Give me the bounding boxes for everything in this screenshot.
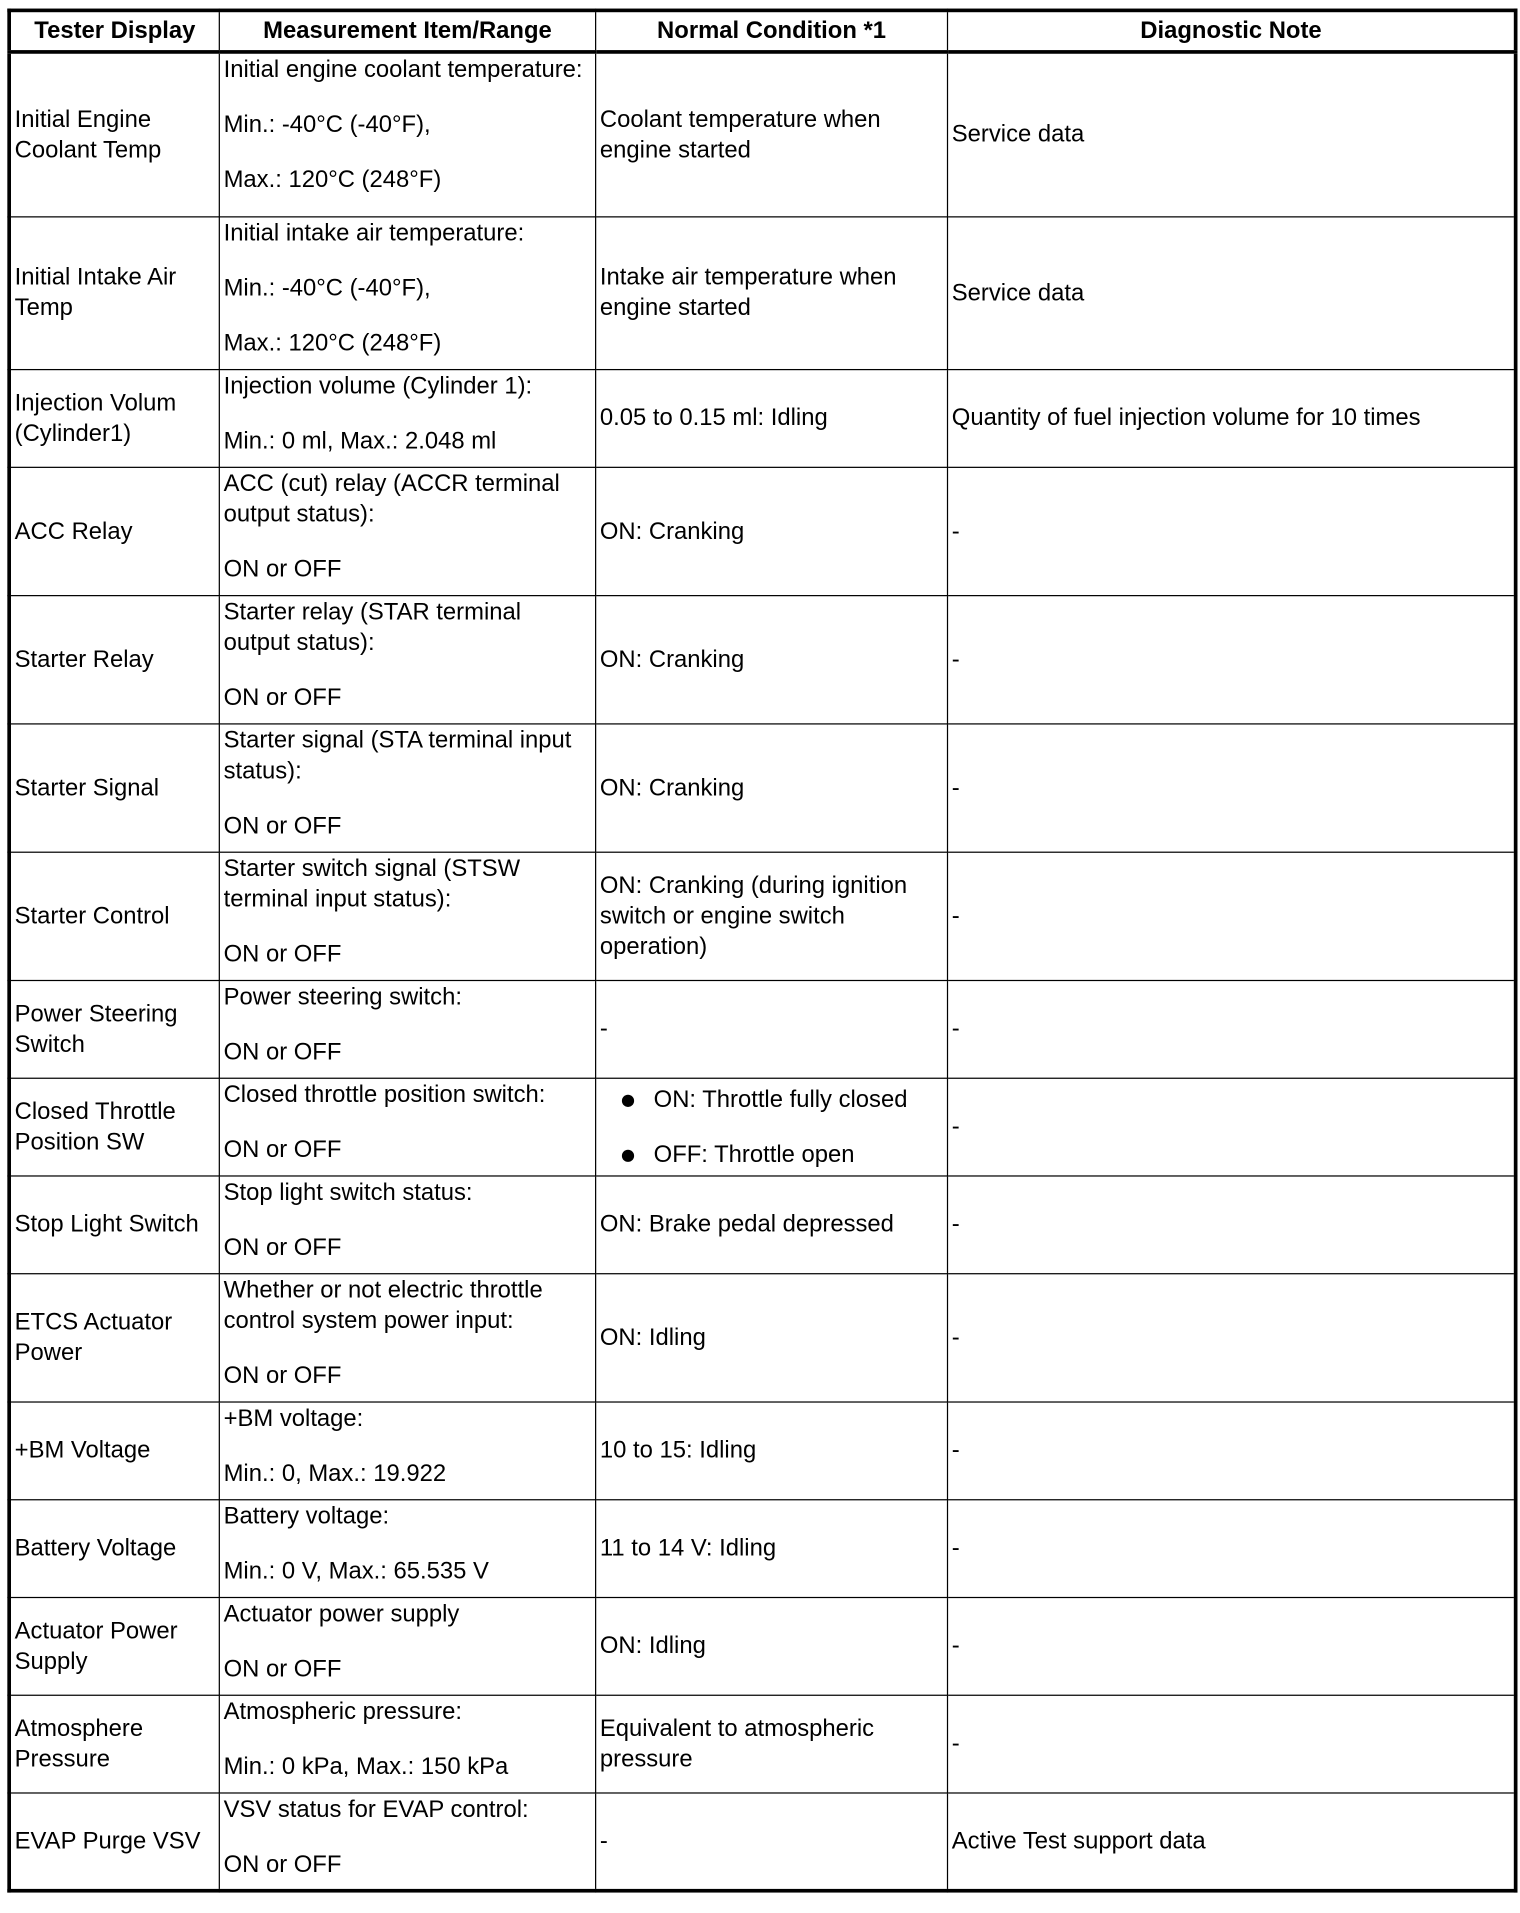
normal-condition-text: ON: Cranking xyxy=(599,774,745,801)
diagnostic-note-cell: Service data xyxy=(948,217,1516,370)
normal-condition-text: Equivalent to atmospheric pressure xyxy=(599,1714,875,1773)
diagnostic-note-cell: - xyxy=(948,980,1516,1078)
measurement-line: ON or OFF xyxy=(223,940,342,968)
normal-condition-cell xyxy=(596,1695,948,1793)
tester-display-cell: Actuator Power Supply xyxy=(9,1598,219,1696)
measurement-cell xyxy=(219,1176,595,1274)
table-row xyxy=(9,596,1515,724)
normal-condition-cell xyxy=(596,980,948,1078)
measurement-cell xyxy=(219,1793,595,1891)
measurement-line: ON or OFF xyxy=(223,1655,342,1683)
header-diagnostic-note: Diagnostic Note xyxy=(948,10,1516,52)
measurement-cell xyxy=(219,852,595,980)
measurement-line: Whether or not electric throttle control system power input: xyxy=(223,1276,543,1335)
table-row xyxy=(9,1274,1515,1402)
tester-display-cell: ETCS Actuator Power xyxy=(9,1274,219,1402)
measurement-line: ON or OFF xyxy=(223,1851,342,1878)
diagnostic-note-cell: - xyxy=(948,724,1516,852)
table-row xyxy=(9,1078,1515,1176)
header-row xyxy=(9,10,1515,52)
normal-condition-cell xyxy=(596,1402,948,1500)
measurement-line: ON or OFF xyxy=(223,1136,342,1164)
table-row xyxy=(9,1793,1515,1891)
measurement-line: ACC (cut) relay (ACCR terminal output status): xyxy=(223,470,560,528)
measurement-line: Max.: 120°C (248°F) xyxy=(223,329,442,357)
tester-display-cell: Initial Intake Air Temp xyxy=(9,217,219,370)
normal-condition-cell xyxy=(596,467,948,595)
tester-data-table xyxy=(7,9,1517,1893)
tester-display-cell: +BM Voltage xyxy=(9,1402,219,1500)
measurement-line: Actuator power supply xyxy=(223,1600,460,1628)
normal-condition-text: 11 to 14 V: Idling xyxy=(599,1534,777,1562)
measurement-cell xyxy=(219,52,595,217)
normal-condition-text: Coolant temperature when engine started xyxy=(599,105,881,164)
measurement-line: Min.: 0 V, Max.: 65.535 V xyxy=(223,1557,489,1585)
tester-display-cell: Initial Engine Coolant Temp xyxy=(9,52,219,217)
measurement-line: Min.: -40°C (-40°F), xyxy=(223,274,431,302)
tester-display-cell: EVAP Purge VSV xyxy=(9,1793,219,1891)
table-row xyxy=(9,467,1515,595)
normal-condition-cell xyxy=(596,52,948,217)
measurement-cell xyxy=(219,596,595,724)
normal-condition-text: ON: Idling xyxy=(599,1632,706,1660)
normal-condition-text: ON: Brake pedal depressed xyxy=(599,1210,894,1238)
tester-display-cell: Battery Voltage xyxy=(9,1500,219,1598)
measurement-cell xyxy=(219,1402,595,1500)
measurement-line: Power steering switch: xyxy=(223,983,462,1011)
normal-condition-cell xyxy=(596,852,948,980)
tester-display-cell: Closed Throttle Position SW xyxy=(9,1078,219,1176)
measurement-line: Closed throttle position switch: xyxy=(223,1081,546,1109)
table-row xyxy=(9,1402,1515,1500)
table-row xyxy=(9,852,1515,980)
table-body xyxy=(9,52,1515,1891)
diagnostic-note-cell: Quantity of fuel injection volume for 10 times xyxy=(948,370,1516,468)
measurement-line: Atmospheric pressure: xyxy=(223,1698,462,1726)
tester-display-cell: Atmosphere Pressure xyxy=(9,1695,219,1793)
measurement-line: VSV status for EVAP control: xyxy=(223,1796,529,1823)
table-row xyxy=(9,52,1515,217)
tester-display-cell: Power Steering Switch xyxy=(9,980,219,1078)
normal-condition-text: ON: Idling xyxy=(599,1323,706,1351)
tester-display-cell: Starter Control xyxy=(9,852,219,980)
diagnostic-note-cell: Service data xyxy=(948,52,1516,217)
measurement-cell xyxy=(219,467,595,595)
normal-condition-bullet: ON: Throttle fully closed xyxy=(617,1084,943,1115)
table-row xyxy=(9,370,1515,468)
diagnostic-note-cell: - xyxy=(948,1695,1516,1793)
table-row xyxy=(9,1598,1515,1696)
measurement-line: +BM voltage: xyxy=(223,1405,364,1432)
measurement-cell xyxy=(219,724,595,852)
measurement-line: ON or OFF xyxy=(223,1234,342,1261)
measurement-line: Max.: 120°C (248°F) xyxy=(223,166,442,194)
header-tester-display: Tester Display xyxy=(9,10,219,52)
measurement-line: Injection volume (Cylinder 1): xyxy=(223,372,533,400)
measurement-cell xyxy=(219,1598,595,1696)
measurement-cell xyxy=(219,370,595,468)
diagnostic-note-cell: - xyxy=(948,1500,1516,1598)
measurement-cell xyxy=(219,1695,595,1793)
table-row xyxy=(9,980,1515,1078)
measurement-line: Starter switch signal (STSW terminal input status): xyxy=(223,855,521,913)
measurement-line: Starter signal (STA terminal input status): xyxy=(223,726,572,785)
measurement-cell xyxy=(219,1078,595,1176)
tester-display-cell: Stop Light Switch xyxy=(9,1176,219,1274)
measurement-line: Min.: 0 ml, Max.: 2.048 ml xyxy=(223,427,497,455)
normal-condition-cell xyxy=(596,1793,948,1891)
diagnostic-note-cell: - xyxy=(948,1402,1516,1500)
normal-condition-text: Intake air temperature when engine started xyxy=(599,263,897,322)
diagnostic-note-cell: - xyxy=(948,1274,1516,1402)
measurement-line: Initial engine coolant temperature: xyxy=(223,56,583,84)
normal-condition-cell xyxy=(596,1274,948,1402)
tester-display-cell: Starter Relay xyxy=(9,596,219,724)
normal-condition-text: ON: Cranking (during ignition switch or engine switch operation) xyxy=(599,871,908,960)
normal-condition-text: ON: Cranking xyxy=(599,517,745,545)
diagnostic-note-cell: - xyxy=(948,1078,1516,1176)
measurement-line: ON or OFF xyxy=(223,1038,342,1066)
diagnostic-note-cell: - xyxy=(948,1598,1516,1696)
measurement-line: ON or OFF xyxy=(223,812,342,840)
diagnostic-note-cell: - xyxy=(948,1176,1516,1274)
normal-condition-cell xyxy=(596,1078,948,1176)
normal-condition-bullet: OFF: Throttle open xyxy=(617,1139,943,1170)
normal-condition-text: ON: Cranking xyxy=(599,645,745,673)
header-measurement-item-range: Measurement Item/Range xyxy=(219,10,595,52)
measurement-cell xyxy=(219,1500,595,1598)
tester-display-cell: Starter Signal xyxy=(9,724,219,852)
diagnostic-note-cell: - xyxy=(948,596,1516,724)
table-row xyxy=(9,1176,1515,1274)
normal-condition-cell xyxy=(596,724,948,852)
measurement-line: Min.: 0 kPa, Max.: 150 kPa xyxy=(223,1753,509,1781)
table-row xyxy=(9,1500,1515,1598)
measurement-cell xyxy=(219,980,595,1078)
measurement-line: ON or OFF xyxy=(223,684,342,712)
diagnostic-note-cell: - xyxy=(948,467,1516,595)
normal-condition-text: 10 to 15: Idling xyxy=(599,1436,757,1464)
measurement-cell xyxy=(219,1274,595,1402)
table-row xyxy=(9,724,1515,852)
diagnostic-note-cell: - xyxy=(948,852,1516,980)
tester-display-cell: Injection Volum (Cylinder1) xyxy=(9,370,219,468)
measurement-line: Starter relay (STAR terminal output status): xyxy=(223,598,522,657)
measurement-line: ON or OFF xyxy=(223,1362,342,1390)
normal-condition-cell xyxy=(596,1500,948,1598)
measurement-line: Min.: -40°C (-40°F), xyxy=(223,111,431,139)
normal-condition-text: - xyxy=(599,1015,608,1043)
measurement-line: Min.: 0, Max.: 19.922 xyxy=(223,1460,447,1487)
normal-condition-cell xyxy=(596,1176,948,1274)
normal-condition-cell xyxy=(596,217,948,370)
measurement-line: Battery voltage: xyxy=(223,1502,390,1530)
header-normal-condition: Normal Condition *1 xyxy=(596,10,948,52)
measurement-cell xyxy=(219,217,595,370)
measurement-line: Initial intake air temperature: xyxy=(223,219,525,247)
normal-condition-cell xyxy=(596,596,948,724)
normal-condition-list xyxy=(600,1084,943,1170)
measurement-line: Stop light switch status: xyxy=(223,1179,473,1206)
table-header xyxy=(9,10,1515,52)
normal-condition-text: 0.05 to 0.15 ml: Idling xyxy=(599,404,828,432)
normal-condition-text: - xyxy=(599,1827,608,1855)
table-row xyxy=(9,217,1515,370)
normal-condition-cell xyxy=(596,1598,948,1696)
diagnostic-note-cell: Active Test support data xyxy=(948,1793,1516,1891)
measurement-line: ON or OFF xyxy=(223,555,342,583)
tester-display-cell: ACC Relay xyxy=(9,467,219,595)
normal-condition-cell xyxy=(596,370,948,468)
table-row xyxy=(9,1695,1515,1793)
